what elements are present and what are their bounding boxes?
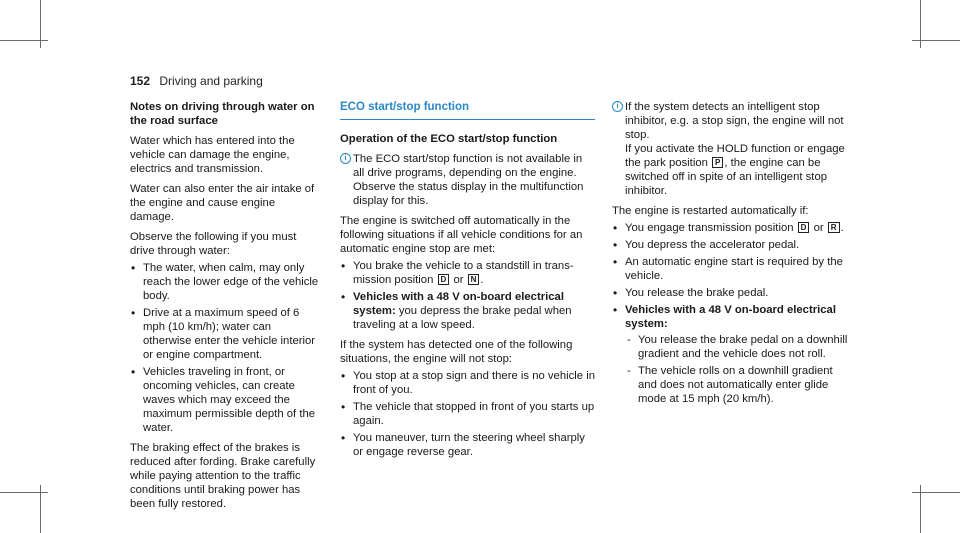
info-icon: i — [612, 101, 623, 112]
list-item: • You depress the accelerator pedal. — [612, 238, 850, 252]
list-item: • Drive at a maximum speed of 6 mph (10 km/h); water can otherwise enter the vehicle interior or engine compartment. — [130, 306, 322, 362]
page-header — [130, 74, 263, 88]
key-n-icon: N — [468, 274, 480, 285]
bullet-list — [612, 221, 850, 406]
key-p-icon: P — [712, 157, 723, 168]
bullet-list — [340, 259, 595, 332]
list-item: • The water, when calm, may only reach the lower edge of the vehicle body. — [130, 261, 322, 303]
key-d-icon: D — [438, 274, 450, 285]
paragraph: Water which has entered into the vehicle can damage the engine, electrics and transmission. — [130, 135, 295, 175]
paragraph: Water can also enter the air intake of the engine and cause engine damage. — [130, 183, 315, 223]
list-item — [340, 290, 595, 332]
list-item — [612, 221, 850, 235]
list-item: • An automatic engine start is required by the vehicle. — [612, 255, 850, 283]
info-icon: i — [340, 153, 351, 164]
item-text: You engage transmission position — [625, 222, 794, 234]
bold-label: Vehicles with a 48 V on-board electrical system: — [625, 304, 836, 330]
item-text: . — [480, 274, 484, 286]
key-r-icon: R — [828, 222, 840, 233]
item-text: or — [813, 222, 824, 234]
item-text: or — [453, 274, 464, 286]
eco-section-title: ECO start/stop function — [340, 100, 595, 120]
list-item: • You stop at a stop sign and there is no vehicle in front of you. — [340, 369, 595, 397]
list-item: • Vehicles traveling in front, or oncoming vehicles, can create waves which may exceed the maximum permissible depth of the water. — [130, 365, 322, 435]
section-title: Driving and parking — [159, 74, 263, 88]
list-item — [612, 303, 850, 406]
info-note — [612, 100, 850, 198]
note-text: The ECO start/stop function is not available in all drive programs, depending on the engine. Observe the status display in the multifunction display for this. — [353, 153, 584, 207]
info-note — [340, 152, 595, 208]
list-item: - You release the brake pedal on a downhill gradient and the vehicle does not roll. — [625, 333, 850, 361]
key-d-icon: D — [798, 222, 810, 233]
note-text: If the system detects an intelligent stop inhibitor, e.g. a stop sign, the engine will not stop. — [625, 101, 844, 141]
note-text-part: If you activate the HOLD function or engage the park position — [625, 143, 845, 169]
crop-mark — [0, 40, 48, 41]
item-text: . — [840, 222, 844, 234]
dash-list — [625, 333, 850, 406]
list-item: • You maneuver, turn the steering wheel sharply or engage reverse gear. — [340, 431, 595, 459]
note-text — [625, 142, 850, 198]
list-item: • The vehicle that stopped in front of you starts up again. — [340, 400, 595, 428]
crop-mark — [0, 492, 48, 493]
paragraph: The braking effect of the brakes is reduced after fording. Brake carefully while paying attention to the traffic conditions until braking power has been fully restored. — [130, 442, 316, 510]
crop-mark — [912, 40, 960, 41]
eco-subheading: Operation of the ECO start/stop function — [340, 133, 558, 145]
crop-mark — [912, 492, 960, 493]
bullet-list — [130, 261, 322, 435]
column-eco — [340, 100, 595, 465]
paragraph: The engine is restarted automatically if: — [612, 205, 809, 217]
paragraph: If the system has detected one of the following situations, the engine will not stop: — [340, 339, 573, 365]
item-text: You brake the vehicle to a standstill in transmission position — [353, 260, 574, 286]
page-number: 152 — [130, 74, 151, 88]
list-item: • You release the brake pedal. — [612, 286, 850, 300]
column-restart — [612, 100, 850, 412]
note-text-part: , the engine can be switched off in spite of an intelligent stop inhibitor. — [625, 157, 828, 197]
bullet-list — [340, 369, 595, 459]
paragraph: The engine is switched off automatically in the following situations if all vehicle conditions for an automatic engine stop are met: — [340, 215, 583, 255]
column-water — [130, 100, 322, 517]
paragraph: Observe the following if you must drive through water: — [130, 231, 297, 257]
item-text: you depress the brake pedal when traveling at a low speed. — [353, 305, 572, 331]
water-heading: Notes on driving through water on the road surface — [130, 101, 315, 127]
bold-label: Vehicles with a 48 V on-board electrical system: — [353, 291, 564, 317]
list-item — [340, 259, 595, 287]
list-item: - The vehicle rolls on a downhill gradient and does not automatically enter glide mode at 15 mph (20 km/h). — [625, 364, 850, 406]
